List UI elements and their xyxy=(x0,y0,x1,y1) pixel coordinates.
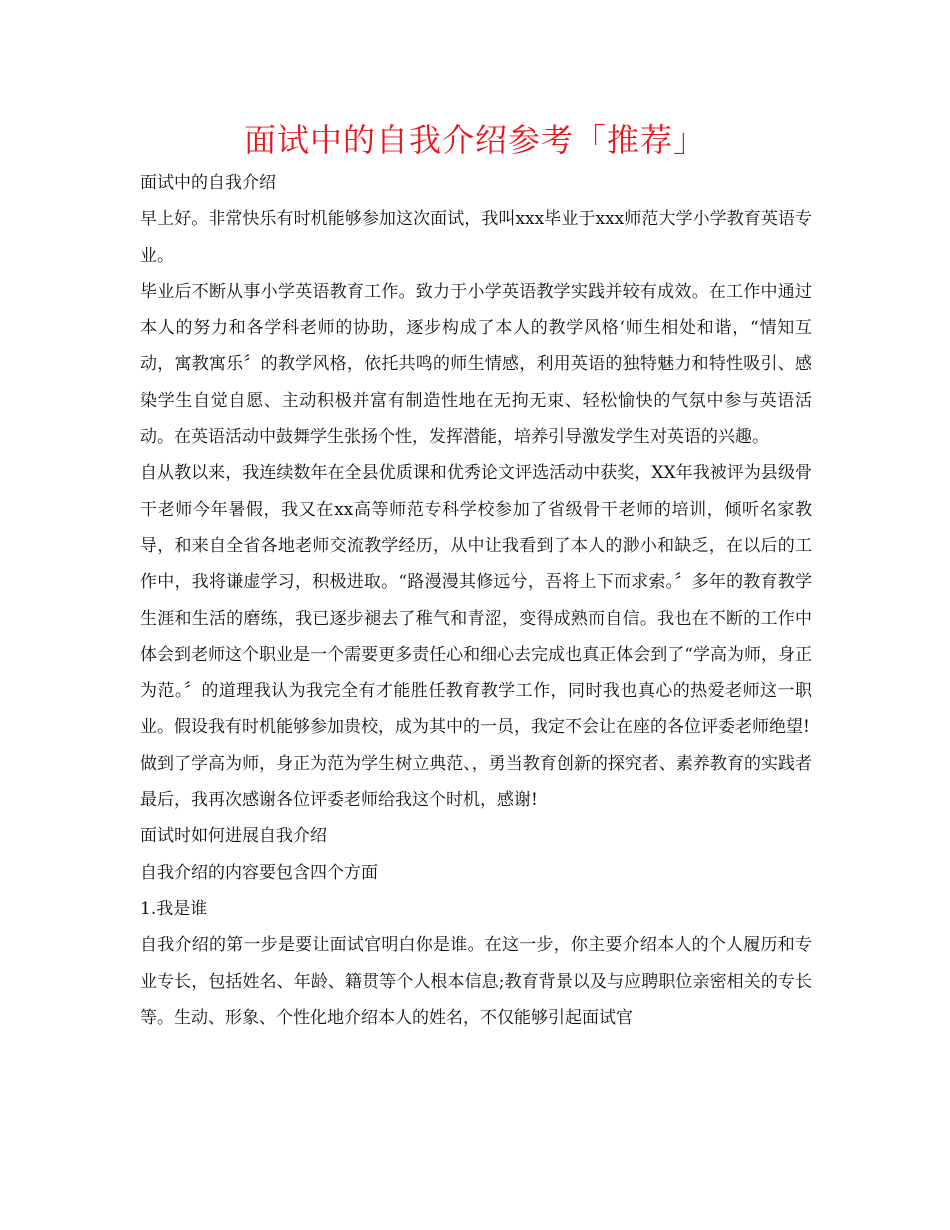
paragraph: 毕业后不断从事小学英语教育工作。致力于小学英语教学实践并较有成效。在工作中通过本人的努力和各学科老师的协助，逐步构成了本人的教学风格‘师生相处和谐，“情知互动，寓教寓乐〞的教学风格，依托共鸣的师生情感，利用英语的独特魅力和特性吸引、感染学生自觉自愿、主动积极并富有制造性地在无拘无束、轻松愉快的气氛中参与英语活动。在英语活动中鼓舞学生张扬个性，发挥潜能，培养引导激发学生对英语的兴趣。 xyxy=(140,281,812,448)
paragraph: 自从教以来，我连续数年在全县优质课和优秀论文评选活动中获奖，XX年我被评为县级骨干老师今年暑假，我又在xx高等师范专科学校参加了省级骨干老师的培训，倾听名家教导，和来自全省各地老师交流教学经历，从中让我看到了本人的渺小和缺乏，在以后的工作中，我将谦虚学习，积极进取。“路漫漫其修远兮，吾将上下而求索。〞多年的教育教学生涯和生活的磨练，我已逐步褪去了稚气和青涩，变得成熟而自信。我也在不断的工作中体会到老师这个职业是一个需要更多责任心和细心去完成也真正体会到了“学高为师，身正为范。〞的道理我认为我完全有才能胜任教育教学工作，同时我也真心的热爱老师这一职业。假设我有时机能够参加贵校，成为其中的一员，我定不会让在座的各位评委老师绝望! xyxy=(140,463,812,738)
paragraph: 面试中的自我介绍 xyxy=(140,173,276,193)
paragraph: 做到了学高为师，身正为范为学生树立典范、，勇当教育创新的探究者、素养教育的实践者最后，我再次感谢各位评委老师给我这个时机，感谢! xyxy=(140,753,812,811)
paragraph: 早上好。非常快乐有时机能够参加这次面试，我叫xxx毕业于xxx师范大学小学教育英语专业。 xyxy=(140,209,812,266)
document-body xyxy=(140,165,812,1036)
section-heading: 面试时如何进展自我介绍 xyxy=(140,826,327,847)
paragraph: 自我介绍的第一步是要让面试官明白你是谁。在这一步，你主要介绍本人的个人履历和专业专长，包括姓名、年龄、籍贯等个人根本信息;教育背景以及与应聘职位亲密相关的专长等。生动、形象、个性化地介绍本人的姓名，不仅能够引起面试官 xyxy=(140,935,812,1028)
document-title: 面试中的自我介绍参考「推荐」 xyxy=(243,121,706,159)
list-heading: 1.我是谁 xyxy=(140,898,208,919)
paragraph: 自我介绍的内容要包含四个方面 xyxy=(140,862,378,883)
